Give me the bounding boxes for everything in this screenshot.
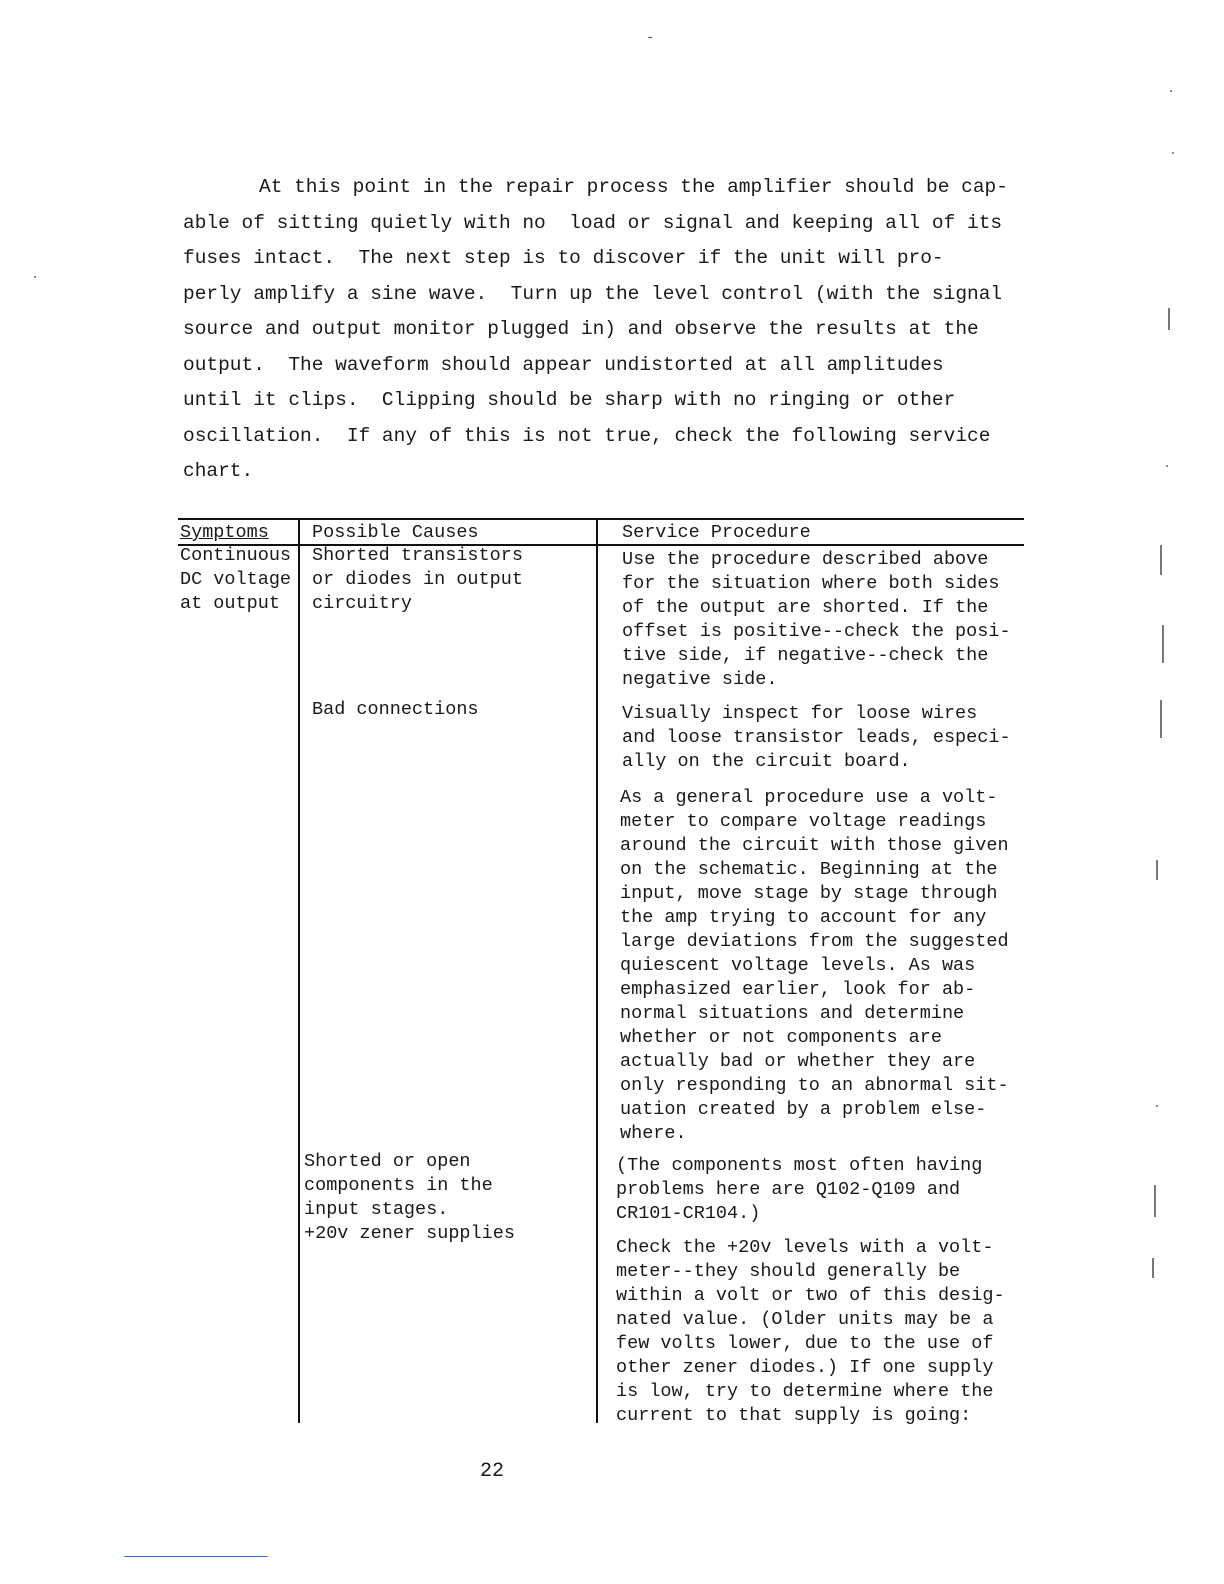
scan-artifact xyxy=(1152,1258,1154,1278)
scan-artifact xyxy=(1160,700,1162,738)
header-service-procedure: Service Procedure xyxy=(622,522,811,543)
scan-artifact xyxy=(1160,545,1162,575)
intro-line: able of sitting quietly with no load or signal and keeping all of its xyxy=(183,211,1003,234)
column-divider-1 xyxy=(298,518,300,1423)
intro-line: output. The waveform should appear undistorted at all amplitudes xyxy=(183,353,944,376)
symptom-cell: Continuous DC voltage at output xyxy=(180,545,292,614)
scan-artifact xyxy=(1170,90,1172,92)
intro-line: perly amplify a sine wave. Turn up the level control (with the signal xyxy=(183,282,1003,305)
page-number: 22 xyxy=(480,1460,505,1483)
scan-artifact xyxy=(1166,465,1168,467)
intro-line: source and output monitor plugged in) and observe the results at the xyxy=(183,318,979,340)
procedure-cell: As a general procedure use a volt- meter to compare voltage readings around the circuit with those given on the schematic. Beginning at the input, move stage by stage through the amp trying to account for any large deviations from the suggested quiescent voltage levels. As was emphasized earlier, look for ab- normal situations and determine whether or not components are actually bad or whether they are only responding to an abnormal sit- uation created by a problem else- where. xyxy=(620,787,1009,1144)
intro-line: chart. xyxy=(183,460,254,482)
table-top-rule xyxy=(178,518,1024,520)
scan-artifact xyxy=(1162,625,1164,663)
scan-artifact xyxy=(1156,860,1158,880)
header-possible-causes: Possible Causes xyxy=(312,522,479,543)
intro-line: oscillation. If any of this is not true, check the following service xyxy=(183,424,991,447)
procedure-cell: Check the +20v levels with a volt- meter--they should generally be within a volt or two of this desig- nated value. (Older units may be a few volts lower, due to the use of other zener diodes.) If one supply is low, try to determine where the current to that supply is going: xyxy=(616,1237,1005,1426)
table-header-rule xyxy=(178,544,1024,546)
intro-line: until it clips. Clipping should be sharp with no ringing or other xyxy=(183,389,956,411)
intro-line: fuses intact. The next step is to discover if the unit will pro- xyxy=(183,247,944,269)
cause-cell: +20v zener supplies xyxy=(304,1223,515,1244)
procedure-cell: Use the procedure described above for the situation where both sides of the output are shorted. If the offset is positive--check the posi- tive side, if negative--check the negative side. xyxy=(622,549,1011,690)
scan-artifact xyxy=(1172,152,1174,154)
intro-line: At this point in the repair process the amplifier should be cap- xyxy=(259,176,1008,198)
cause-cell: Shorted or open components in the input stages. xyxy=(304,1151,493,1220)
scan-artifact xyxy=(1156,1105,1158,1107)
footer-rule xyxy=(124,1556,268,1557)
service-chart xyxy=(178,518,1024,1426)
intro-paragraph xyxy=(183,170,1043,490)
cause-cell: Bad connections xyxy=(312,699,479,720)
top-mark: - xyxy=(646,30,655,46)
header-symptoms: Symptoms xyxy=(180,522,269,543)
scan-artifact xyxy=(34,276,36,278)
column-divider-2 xyxy=(596,518,598,1423)
procedure-cell: (The components most often having problems here are Q102-Q109 and CR101-CR104.) xyxy=(616,1155,983,1224)
procedure-cell: Visually inspect for loose wires and loose transistor leads, especi- ally on the circuit board. xyxy=(622,703,1011,772)
scan-artifact xyxy=(1168,308,1170,330)
scan-artifact xyxy=(1154,1185,1156,1217)
cause-cell: Shorted transistors or diodes in output circuitry xyxy=(312,545,523,614)
